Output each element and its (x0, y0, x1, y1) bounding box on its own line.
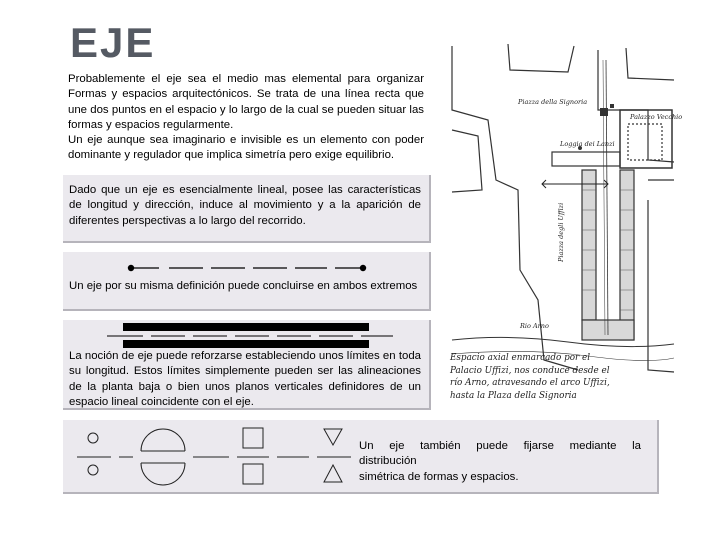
panel-simetria-line-3: simétrica de formas y espacios. (359, 470, 519, 483)
panel-longitud-text: Dado que un eje es esencialmente lineal, posee las características de longitud y dirección, induce al movimiento y a la aparición de diferentes perspectivas a lo largo del recorrido. (69, 184, 421, 227)
panel-limites (63, 320, 431, 410)
intro-paragraph-1: Probablemente el eje sea el medio mas elemental para organizar Formas y espacios arquitectónicos. Se trata de una línea recta que une dos puntos en el espacio y lo largo de la cual se pueden situar las formas y espacios regularmente. (68, 73, 424, 132)
plan-label-rio: Rio Arno (520, 322, 549, 330)
page-title: EJE (70, 19, 156, 66)
panel-longitud (63, 175, 431, 243)
panel-extremos (63, 252, 431, 311)
plan-label-palazzo: Palazzo Vecchio (630, 113, 683, 121)
intro-paragraph-2: Un eje aunque sea imaginario e invisible es un elemento con poder dominante y regulador que implica simetría pero exige equilibrio. (68, 134, 424, 162)
panel-simetria (63, 420, 659, 494)
axis-limits-diagram (103, 322, 403, 350)
plan-label-plaza: Piazza della Signoria (518, 98, 588, 106)
panel-simetria-line-1: Un eje también puede fijarse mediante la (359, 440, 641, 452)
plan-label-uffizi: Piazza degli Uffizi (557, 202, 565, 262)
axis-endpoints-diagram (123, 261, 373, 275)
plan-caption: Espacio axial enmarcado por el Palacio Uffizi, nos conduce desde el río Arno, atravesando el arco Uffizi, hasta la Plaza della Signoria (450, 353, 610, 401)
panel-simetria-text (359, 439, 641, 485)
plan-label-loggia: Loggia dei Lanzi (560, 140, 615, 148)
panel-limites-text: La noción de eje puede reforzarse estableciendo unos límites en toda su longitud. Estos límites simplemente pueden ser las alineaciones de la planta baja o bien unos planos verticales definidores de un espacio lineal coincidente con el eje. (69, 350, 421, 409)
panel-extremos-text: Un eje por su misma definición puede concluirse en ambos extremos (69, 280, 418, 292)
symmetric-forms-diagram (69, 424, 359, 488)
panel-simetria-line-2: distribución (359, 455, 417, 468)
